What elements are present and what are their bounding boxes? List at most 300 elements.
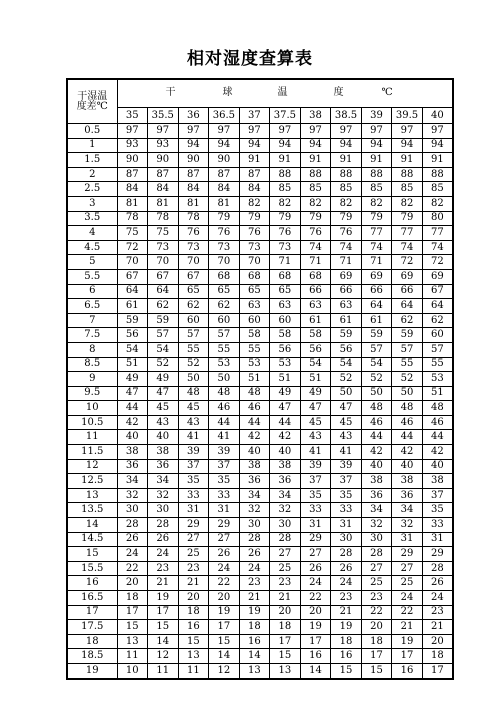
humidity-cell: 30 [117,503,148,518]
humidity-cell: 23 [331,591,362,606]
humidity-cell: 97 [392,124,423,139]
humidity-cell: 36 [117,459,148,474]
temp-diff-cell: 14 [67,518,117,533]
humidity-cell: 26 [331,561,362,576]
table-row [67,401,453,416]
humidity-cell: 47 [331,401,362,416]
humidity-cell: 42 [270,430,301,445]
humidity-cell: 32 [392,518,423,533]
humidity-cell: 38 [270,459,301,474]
humidity-cell: 38 [117,445,148,460]
humidity-cell: 16 [300,649,331,664]
humidity-cell: 32 [239,503,270,518]
humidity-cell: 66 [300,284,331,299]
humidity-cell: 34 [117,474,148,489]
humidity-cell: 71 [361,255,392,270]
humidity-cell: 49 [117,372,148,387]
table-row [67,532,453,547]
humidity-cell: 60 [270,313,301,328]
humidity-cell: 74 [392,240,423,255]
humidity-cell: 19 [300,620,331,635]
humidity-cell: 28 [331,547,362,562]
humidity-cell: 97 [117,124,148,139]
temp-diff-cell: 12 [67,459,117,474]
corner-line-2: 度差℃ [76,100,108,112]
temp-diff-cell: 1 [67,138,117,153]
humidity-cell: 74 [331,240,362,255]
humidity-cell: 62 [392,313,423,328]
humidity-cell: 24 [148,547,179,562]
humidity-cell: 24 [422,591,453,606]
temp-diff-cell: 14.5 [67,532,117,547]
humidity-cell: 34 [148,474,179,489]
humidity-cell: 56 [300,342,331,357]
humidity-cell: 73 [148,240,179,255]
humidity-cell: 43 [300,430,331,445]
humidity-cell: 22 [361,605,392,620]
humidity-cell: 79 [300,211,331,226]
humidity-cell: 72 [117,240,148,255]
humidity-cell: 62 [209,299,240,314]
humidity-cell: 40 [148,430,179,445]
humidity-cell: 27 [209,532,240,547]
humidity-cell: 18 [117,591,148,606]
humidity-cell: 65 [178,284,209,299]
humidity-cell: 59 [148,313,179,328]
humidity-cell: 79 [209,211,240,226]
humidity-cell: 34 [239,488,270,503]
humidity-cell: 50 [331,386,362,401]
humidity-cell: 69 [392,269,423,284]
humidity-cell: 58 [239,328,270,343]
humidity-cell: 41 [331,445,362,460]
table-row [67,649,453,664]
humidity-cell: 69 [331,269,362,284]
humidity-cell: 19 [331,620,362,635]
humidity-cell: 51 [239,372,270,387]
temp-diff-cell: 16 [67,576,117,591]
temp-diff-cell: 13 [67,488,117,503]
humidity-cell: 23 [270,576,301,591]
humidity-cell: 76 [178,226,209,241]
humidity-cell: 82 [392,196,423,211]
humidity-cell: 62 [422,313,453,328]
humidity-cell: 82 [239,196,270,211]
humidity-cell: 54 [300,357,331,372]
humidity-cell: 34 [270,488,301,503]
humidity-cell: 40 [422,459,453,474]
temp-diff-cell: 9.5 [67,386,117,401]
humidity-cell: 55 [239,342,270,357]
humidity-cell: 54 [331,357,362,372]
temp-diff-cell: 0.5 [67,124,117,139]
humidity-cell: 71 [331,255,362,270]
humidity-cell: 68 [239,269,270,284]
humidity-cell: 44 [422,430,453,445]
humidity-cell: 39 [331,459,362,474]
humidity-cell: 51 [422,386,453,401]
humidity-cell: 20 [300,605,331,620]
humidity-cell: 36 [392,488,423,503]
humidity-cell: 49 [270,386,301,401]
table-row [67,547,453,562]
humidity-cell: 69 [361,269,392,284]
humidity-cell: 41 [300,445,331,460]
humidity-cell: 44 [392,430,423,445]
humidity-cell: 61 [117,299,148,314]
humidity-cell: 59 [392,328,423,343]
humidity-cell: 32 [148,488,179,503]
humidity-cell: 35 [209,474,240,489]
table-row [67,620,453,635]
humidity-cell: 74 [300,240,331,255]
humidity-cell: 82 [331,196,362,211]
humidity-cell: 21 [331,605,362,620]
humidity-cell: 39 [209,445,240,460]
humidity-cell: 88 [300,167,331,182]
humidity-cell: 37 [300,474,331,489]
humidity-cell: 94 [422,138,453,153]
temp-diff-cell: 13.5 [67,503,117,518]
humidity-cell: 79 [331,211,362,226]
humidity-cell: 66 [361,284,392,299]
humidity-table [66,78,454,680]
temp-diff-cell: 3 [67,196,117,211]
humidity-cell: 45 [178,401,209,416]
humidity-cell: 23 [422,605,453,620]
humidity-cell: 16 [239,634,270,649]
humidity-cell: 16 [331,649,362,664]
corner-line-1: 干湿温 [77,90,108,102]
humidity-cell: 24 [209,561,240,576]
humidity-cell: 53 [239,357,270,372]
humidity-cell: 88 [392,167,423,182]
humidity-cell: 53 [209,357,240,372]
humidity-cell: 20 [209,591,240,606]
temp-diff-cell: 11.5 [67,445,117,460]
temp-diff-cell: 7.5 [67,328,117,343]
humidity-cell: 70 [117,255,148,270]
humidity-cell: 21 [178,576,209,591]
humidity-cell: 90 [209,153,240,168]
humidity-cell: 70 [178,255,209,270]
column-header: 35 [117,108,148,124]
humidity-cell: 18 [422,649,453,664]
humidity-cell: 40 [239,445,270,460]
humidity-cell: 44 [117,401,148,416]
group-char: 干 [165,87,176,98]
humidity-cell: 76 [300,226,331,241]
humidity-cell: 32 [361,518,392,533]
humidity-cell: 48 [239,386,270,401]
humidity-cell: 40 [117,430,148,445]
humidity-cell: 65 [239,284,270,299]
table-row [67,138,453,153]
humidity-cell: 51 [270,372,301,387]
humidity-cell: 22 [392,605,423,620]
humidity-cell: 77 [392,226,423,241]
temp-diff-cell: 4.5 [67,240,117,255]
humidity-cell: 46 [392,415,423,430]
humidity-cell: 17 [117,605,148,620]
humidity-cell: 97 [270,124,301,139]
humidity-cell: 15 [178,634,209,649]
table-row [67,561,453,576]
dry-bulb-group-header [117,79,453,108]
humidity-cell: 11 [148,663,179,678]
humidity-cell: 22 [209,576,240,591]
humidity-cell: 45 [300,415,331,430]
humidity-cell: 25 [392,576,423,591]
humidity-cell: 20 [270,605,301,620]
humidity-cell: 91 [422,153,453,168]
humidity-cell: 91 [239,153,270,168]
humidity-cell: 29 [178,518,209,533]
humidity-cell: 71 [270,255,301,270]
humidity-cell: 59 [331,328,362,343]
humidity-cell: 29 [422,547,453,562]
humidity-cell: 41 [209,430,240,445]
humidity-cell: 91 [270,153,301,168]
humidity-cell: 97 [148,124,179,139]
humidity-cell: 15 [270,649,301,664]
humidity-cell: 64 [361,299,392,314]
humidity-cell: 80 [422,211,453,226]
humidity-cell: 82 [361,196,392,211]
humidity-cell: 17 [392,649,423,664]
humidity-cell: 91 [361,153,392,168]
humidity-cell: 13 [178,649,209,664]
humidity-cell: 81 [117,196,148,211]
temp-diff-cell: 3.5 [67,211,117,226]
humidity-cell: 15 [148,620,179,635]
humidity-cell: 30 [270,518,301,533]
humidity-cell: 33 [300,503,331,518]
humidity-cell: 67 [148,269,179,284]
humidity-cell: 19 [209,605,240,620]
humidity-cell: 73 [270,240,301,255]
humidity-cell: 66 [331,284,362,299]
humidity-cell: 31 [331,518,362,533]
humidity-cell: 73 [239,240,270,255]
humidity-cell: 64 [117,284,148,299]
humidity-cell: 91 [392,153,423,168]
humidity-cell: 16 [178,620,209,635]
humidity-cell: 33 [422,518,453,533]
column-header: 35.5 [148,108,179,124]
humidity-cell: 57 [422,342,453,357]
humidity-cell: 38 [422,474,453,489]
table-row [67,591,453,606]
humidity-cell: 17 [148,605,179,620]
humidity-cell: 88 [270,167,301,182]
temp-diff-cell: 1.5 [67,153,117,168]
humidity-cell: 37 [178,459,209,474]
humidity-cell: 58 [300,328,331,343]
corner-header [67,79,117,124]
humidity-cell: 79 [392,211,423,226]
humidity-cell: 26 [300,561,331,576]
humidity-cell: 53 [270,357,301,372]
humidity-cell: 20 [117,576,148,591]
humidity-cell: 14 [148,634,179,649]
humidity-cell: 65 [209,284,240,299]
temp-diff-cell: 17 [67,605,117,620]
humidity-cell: 81 [148,196,179,211]
humidity-cell: 88 [422,167,453,182]
humidity-cell: 94 [331,138,362,153]
humidity-cell: 93 [148,138,179,153]
humidity-cell: 29 [392,547,423,562]
humidity-cell: 42 [239,430,270,445]
humidity-cell: 22 [117,561,148,576]
humidity-cell: 82 [422,196,453,211]
humidity-cell: 15 [361,663,392,678]
humidity-cell: 18 [361,634,392,649]
humidity-cell: 29 [209,518,240,533]
humidity-cell: 85 [422,182,453,197]
humidity-cell: 27 [270,547,301,562]
humidity-cell: 82 [270,196,301,211]
humidity-cell: 91 [331,153,362,168]
temp-diff-cell: 6 [67,284,117,299]
humidity-cell: 85 [392,182,423,197]
humidity-cell: 23 [148,561,179,576]
table-row [67,196,453,211]
humidity-cell: 81 [178,196,209,211]
humidity-cell: 18 [270,620,301,635]
humidity-cell: 65 [270,284,301,299]
humidity-cell: 51 [300,372,331,387]
column-header: 36.5 [209,108,240,124]
temp-diff-cell: 8 [67,342,117,357]
humidity-cell: 55 [422,357,453,372]
temp-diff-cell: 7 [67,313,117,328]
table-row [67,518,453,533]
humidity-cell: 67 [178,269,209,284]
humidity-cell: 85 [331,182,362,197]
table-row [67,357,453,372]
humidity-cell: 32 [270,503,301,518]
humidity-cell: 23 [361,591,392,606]
humidity-cell: 97 [422,124,453,139]
humidity-cell: 17 [300,634,331,649]
humidity-cell: 67 [117,269,148,284]
humidity-cell: 81 [209,196,240,211]
humidity-cell: 52 [148,357,179,372]
humidity-cell: 50 [178,372,209,387]
humidity-cell: 39 [178,445,209,460]
humidity-cell: 68 [300,269,331,284]
humidity-cell: 84 [209,182,240,197]
humidity-cell: 68 [209,269,240,284]
humidity-cell: 76 [239,226,270,241]
humidity-cell: 16 [392,663,423,678]
table-row [67,240,453,255]
humidity-cell: 54 [361,357,392,372]
group-char: 球 [222,87,233,98]
humidity-cell: 57 [148,328,179,343]
humidity-cell: 18 [331,634,362,649]
humidity-cell: 64 [148,284,179,299]
humidity-cell: 57 [178,328,209,343]
humidity-cell: 69 [422,269,453,284]
humidity-cell: 36 [239,474,270,489]
humidity-cell: 27 [392,561,423,576]
humidity-cell: 94 [270,138,301,153]
humidity-cell: 53 [422,372,453,387]
table-row [67,605,453,620]
humidity-cell: 55 [178,342,209,357]
humidity-cell: 85 [270,182,301,197]
group-char: 度 [333,87,344,98]
humidity-cell: 30 [148,503,179,518]
humidity-cell: 61 [361,313,392,328]
humidity-cell: 52 [331,372,362,387]
humidity-cell: 38 [392,474,423,489]
humidity-cell: 20 [178,591,209,606]
table-row [67,182,453,197]
humidity-cell: 39 [300,459,331,474]
table-row [67,459,453,474]
humidity-cell: 18 [178,605,209,620]
humidity-cell: 45 [148,401,179,416]
humidity-cell: 51 [117,357,148,372]
humidity-cell: 40 [270,445,301,460]
temp-diff-cell: 4 [67,226,117,241]
table-row [67,386,453,401]
humidity-cell: 75 [117,226,148,241]
humidity-cell: 42 [422,445,453,460]
humidity-cell: 36 [270,474,301,489]
column-header: 36 [178,108,209,124]
humidity-cell: 27 [361,561,392,576]
humidity-cell: 31 [392,532,423,547]
temp-diff-cell: 10.5 [67,415,117,430]
column-header: 37 [239,108,270,124]
humidity-cell: 45 [331,415,362,430]
humidity-cell: 58 [270,328,301,343]
humidity-cell: 19 [148,591,179,606]
humidity-cell: 55 [209,342,240,357]
humidity-cell: 94 [361,138,392,153]
humidity-cell: 24 [117,547,148,562]
humidity-cell: 47 [270,401,301,416]
temp-diff-cell: 9 [67,372,117,387]
humidity-cell: 27 [178,532,209,547]
humidity-cell: 57 [209,328,240,343]
table-row [67,415,453,430]
humidity-cell: 17 [209,620,240,635]
humidity-cell: 66 [392,284,423,299]
humidity-cell: 97 [178,124,209,139]
humidity-cell: 31 [209,503,240,518]
temp-diff-cell: 18 [67,634,117,649]
humidity-cell: 70 [239,255,270,270]
humidity-cell: 48 [209,386,240,401]
humidity-cell: 38 [148,445,179,460]
table-row [67,488,453,503]
table-row [67,342,453,357]
group-char: 温 [277,87,288,98]
humidity-cell: 21 [148,576,179,591]
temp-diff-cell: 10 [67,401,117,416]
humidity-cell: 42 [392,445,423,460]
humidity-cell: 91 [300,153,331,168]
humidity-cell: 78 [178,211,209,226]
table-row [67,124,453,139]
humidity-cell: 46 [209,401,240,416]
